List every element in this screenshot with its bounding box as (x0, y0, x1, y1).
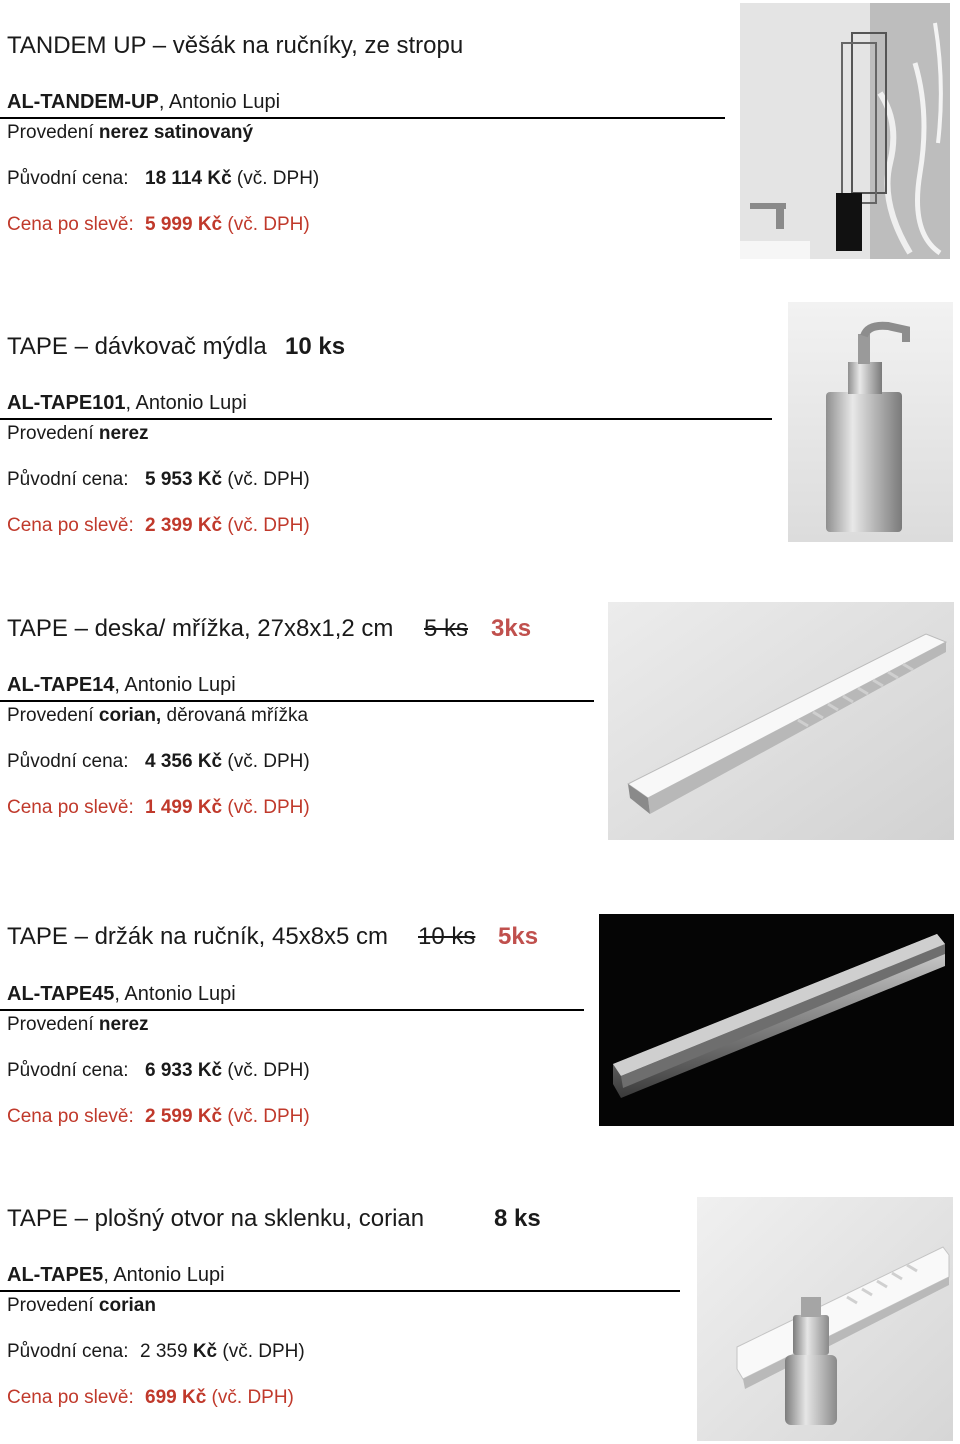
item-title: TAPE – plošný otvor na sklenku, corian 8 ks (7, 1205, 541, 1232)
divider (0, 1009, 584, 1011)
sale-price: Cena po slevě: 2 399 Kč (vč. DPH) (7, 515, 310, 536)
product-photo-towel-holder (740, 3, 950, 259)
item-quantity: 10 ks (285, 333, 346, 360)
original-price: Původní cena: 4 356 Kč (vč. DPH) (7, 751, 310, 772)
item-code-line: AL-TANDEM-UP, Antonio Lupi (7, 91, 281, 113)
sale-price: Cena po slevě: 699 Kč (vč. DPH) (7, 1387, 294, 1408)
item-title: TANDEM UP – věšák na ručníky, ze stropu (7, 32, 464, 59)
item-finish: Provedení nerez (7, 1014, 149, 1035)
sale-price: Cena po slevě: 5 999 Kč (vč. DPH) (7, 214, 310, 235)
item-code-line: AL-TAPE14, Antonio Lupi (7, 674, 236, 696)
item-quantity: 5ks (498, 923, 539, 950)
sale-price: Cena po slevě: 1 499 Kč (vč. DPH) (7, 797, 310, 818)
original-price: Původní cena: 5 953 Kč (vč. DPH) (7, 469, 310, 490)
item-code-line: AL-TAPE101, Antonio Lupi (7, 392, 247, 414)
product-photo-glass-holder (697, 1197, 953, 1441)
item-code-line: AL-TAPE45, Antonio Lupi (7, 983, 236, 1005)
item-quantity: 8 ks (494, 1205, 541, 1232)
item-title: TAPE – deska/ mřížka, 27x8x1,2 cm 5 ks 3ks (7, 615, 532, 642)
old-quantity: 10 ks (418, 923, 476, 950)
item-title: TAPE – dávkovač mýdla 10 ks (7, 333, 346, 360)
item-finish: Provedení nerez satinovaný (7, 122, 254, 143)
item-title: TAPE – držák na ručník, 45x8x5 cm 10 ks 5ks (7, 923, 539, 950)
original-price: Původní cena: 2 359 Kč (vč. DPH) (7, 1341, 305, 1362)
item-finish: Provedení corian, děrovaná mřížka (7, 705, 309, 726)
divider (0, 1290, 680, 1292)
divider (0, 117, 725, 119)
product-photo-towel-bar (599, 914, 954, 1126)
item-finish: Provedení corian (7, 1295, 156, 1316)
original-price: Původní cena: 6 933 Kč (vč. DPH) (7, 1060, 310, 1081)
item-code-line: AL-TAPE5, Antonio Lupi (7, 1264, 225, 1286)
item-quantity: 3ks (491, 615, 532, 642)
divider (0, 418, 772, 420)
old-quantity: 5 ks (424, 615, 469, 642)
product-photo-shelf-grid (608, 602, 954, 840)
original-price: Původní cena: 18 114 Kč (vč. DPH) (7, 168, 320, 189)
product-photo-soap-dispenser (788, 302, 953, 542)
item-finish: Provedení nerez (7, 423, 149, 444)
divider (0, 700, 594, 702)
sale-price: Cena po slevě: 2 599 Kč (vč. DPH) (7, 1106, 310, 1127)
